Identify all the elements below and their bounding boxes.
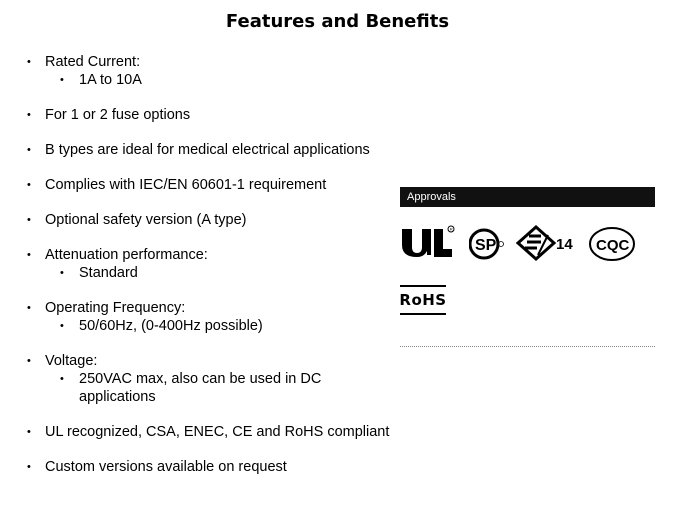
bullet-icon: • <box>27 426 31 438</box>
sub-list-item: • 50/60Hz, (0-400Hz possible) <box>60 318 263 334</box>
list-item: • Rated Current: <box>27 54 141 70</box>
enec-logo <box>516 225 576 261</box>
list-item: • UL recognized, CSA, ENEC, CE and RoHS compliant <box>27 424 390 440</box>
ul-recognized-logo <box>400 225 456 261</box>
bullet-icon: • <box>60 74 64 86</box>
list-item: • Voltage: <box>27 353 98 369</box>
sub-list-item: • 1A to 10A <box>60 72 142 88</box>
bullet-icon: • <box>27 461 31 473</box>
page-title: Features and Benefits <box>225 11 450 32</box>
sub-list-item: • Standard <box>60 265 138 281</box>
list-item: • Operating Frequency: <box>27 300 186 316</box>
list-item: • Custom versions available on request <box>27 459 287 475</box>
svg-text:R: R <box>449 226 453 232</box>
bullet-icon: • <box>27 109 31 121</box>
csa-logo <box>469 227 505 261</box>
svg-text:14: 14 <box>556 236 573 253</box>
bullet-icon: • <box>27 302 31 314</box>
list-item: • Attenuation performance: <box>27 247 208 263</box>
bullet-icon: • <box>60 320 64 332</box>
bullet-icon: • <box>60 267 64 279</box>
rohs-logo: RoHS <box>400 283 446 319</box>
bullet-icon: • <box>27 56 31 68</box>
feature-list <box>27 53 427 476</box>
bullet-icon: • <box>27 214 31 226</box>
list-item: • B types are ideal for medical electrical applications <box>27 142 370 158</box>
bullet-icon: • <box>27 144 31 156</box>
bullet-icon: • <box>27 179 31 191</box>
list-item: • Optional safety version (A type) <box>27 212 247 228</box>
divider <box>400 346 655 347</box>
svg-text:CQC: CQC <box>596 237 630 254</box>
list-item: • Complies with IEC/EN 60601-1 requirement <box>27 177 327 193</box>
approvals-header: Approvals <box>400 187 655 207</box>
svg-text:SP: SP <box>475 237 497 254</box>
bullet-icon: • <box>60 373 64 385</box>
bullet-icon: • <box>27 355 31 367</box>
cqc-logo <box>588 226 636 262</box>
list-item: • For 1 or 2 fuse options <box>27 107 191 123</box>
bullet-icon: • <box>27 249 31 261</box>
sub-list-item: • 250VAC max, also can be used in DC applications <box>60 371 322 405</box>
